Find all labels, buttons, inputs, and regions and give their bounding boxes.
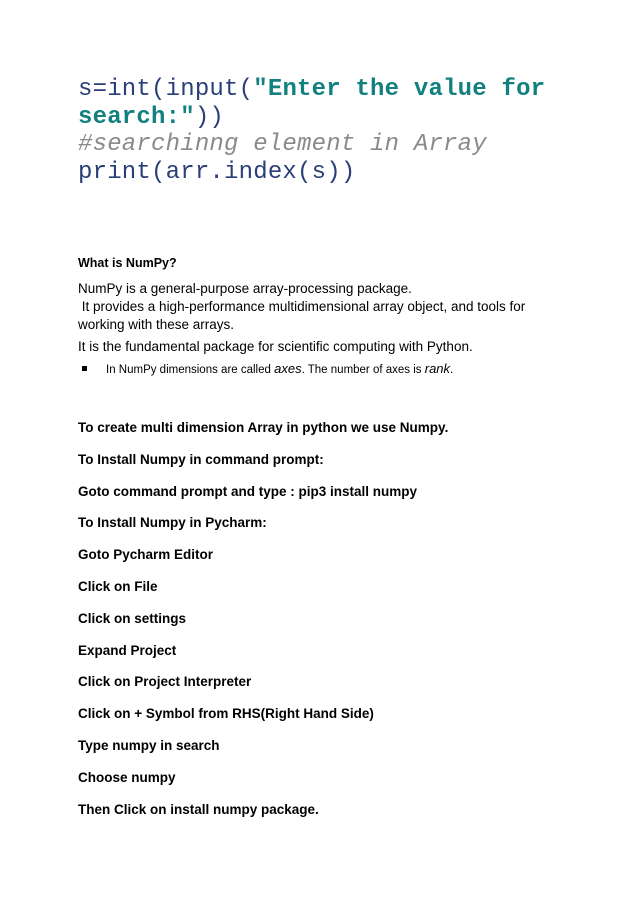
code-line-4: print(arr.index(s)) [78, 158, 356, 186]
code-string: "Enter the value for [253, 76, 546, 103]
step-item: Goto command prompt and type : pip3 install numpy [78, 483, 418, 499]
code-string: search:" [78, 103, 195, 131]
bullet-text [106, 361, 453, 376]
numpy-paragraph-3: It is the fundamental package for scientific computing with Python. [78, 339, 473, 354]
step-item: To create multi dimension Array in python we use Numpy. [78, 420, 449, 435]
step-item: To Install Numpy in Pycharm: [78, 515, 267, 531]
bullet-term-rank: rank [424, 361, 451, 376]
code-token: )) [194, 103, 225, 131]
code-line-2 [78, 104, 598, 132]
install-steps-list [78, 419, 448, 832]
step-item: Click on Project Interpreter [78, 674, 252, 690]
step-item: Goto Pycharm Editor [78, 547, 214, 563]
bullet-text-end: . [450, 364, 454, 376]
step-item: Type numpy in search [78, 737, 220, 753]
bullet-text-middle: . The number of axes is [301, 364, 425, 376]
bullet-term-axes: axes [274, 361, 302, 376]
step-item: Then Click on install numpy package. [78, 801, 319, 817]
code-line-1 [78, 76, 598, 104]
square-bullet-icon [82, 366, 87, 371]
numpy-paragraph-2: It provides a high-performance multidimensional array object, and tools for working with these arrays. [78, 299, 530, 332]
code-block [78, 76, 598, 186]
code-comment: #searchinng element in Array [78, 131, 487, 158]
numpy-heading: What is NumPy? [78, 256, 177, 270]
step-item: Click on File [78, 578, 158, 594]
step-item: To Install Numpy in command prompt: [78, 451, 324, 467]
numpy-bullet-item [82, 361, 453, 376]
step-item: Choose numpy [78, 769, 176, 785]
step-item: Expand Project [78, 642, 177, 658]
bullet-text-before: In NumPy dimensions are called [106, 364, 275, 376]
step-item: Click on settings [78, 610, 187, 626]
numpy-paragraph-1: NumPy is a general-purpose array-processing package. [78, 281, 412, 296]
step-item: Click on + Symbol from RHS(Right Hand Side) [78, 706, 374, 722]
code-token: s=int(input( [78, 76, 254, 103]
